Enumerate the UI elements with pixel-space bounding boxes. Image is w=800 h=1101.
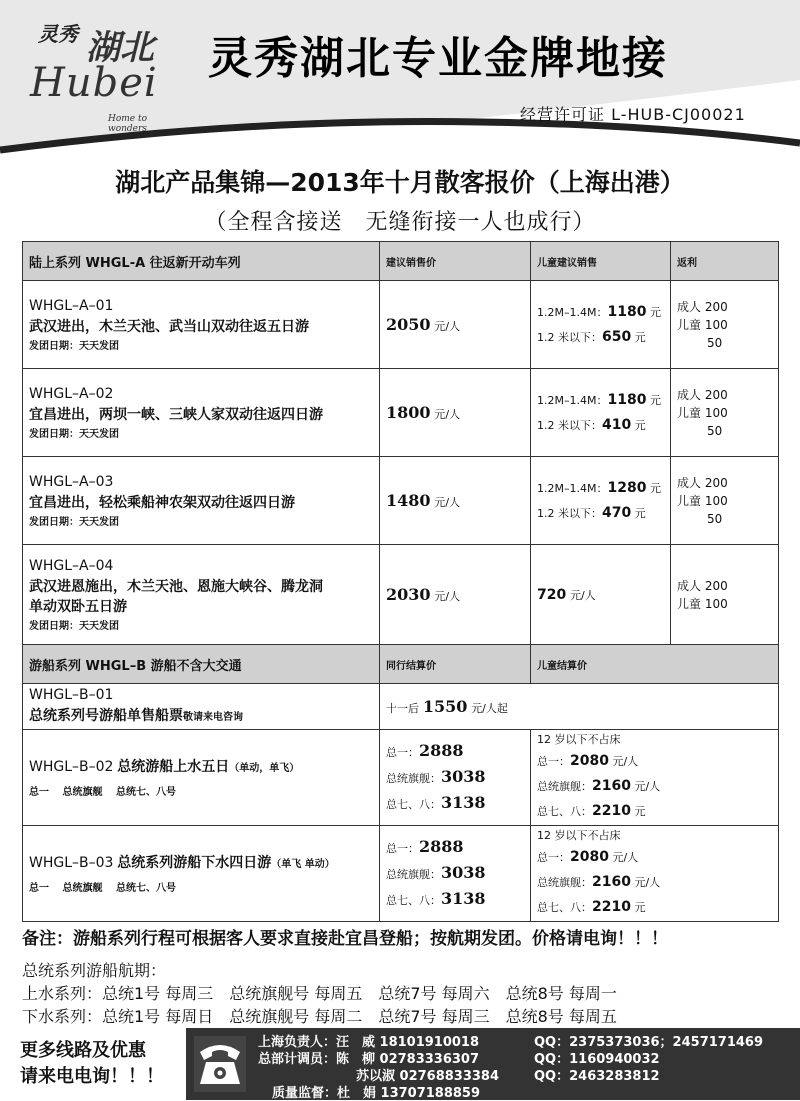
child-label: 1.2M–1.4M：	[537, 305, 608, 319]
child-price: 1180	[607, 303, 647, 320]
rebate-adult: 成人 200	[677, 578, 728, 593]
child-label: 1.2 米以下：	[537, 330, 602, 344]
logo-script-text: Hubei	[30, 60, 158, 106]
route-code: WHGL–B–03	[29, 855, 114, 871]
ship-label: 总七、八：	[386, 797, 441, 811]
peer-price: 1550	[422, 697, 468, 716]
route-name: 宜昌进出，轻松乘船神农架双动往返四日游	[29, 494, 295, 511]
adult-price: 1480	[386, 491, 431, 510]
child-note: 12 岁以下不占床	[537, 733, 621, 746]
child-unit: 元	[649, 393, 661, 407]
price-list-title: 湖北产品集锦—2013年十月散客报价（上海出港）	[115, 168, 685, 197]
route-tag: （单飞 单动）	[271, 859, 335, 870]
rebate-child: 儿童 100	[677, 405, 728, 420]
child-price: 2160	[592, 874, 631, 890]
ship-label: 总一：	[537, 755, 570, 768]
ship-label: 总七、八：	[386, 893, 441, 907]
route-name: 总统系列号游船单售船票	[29, 708, 183, 724]
contact-quality: 质量监督：杜 娟 13707188859	[272, 1086, 481, 1101]
route-name: 武汉进恩施出，木兰天池、恩施大峡谷、腾龙洞	[29, 578, 323, 595]
route-code: WHGL–A–01	[29, 297, 114, 314]
child-unit: 元/人	[634, 780, 661, 793]
ship-label: 总统旗舰：	[386, 867, 441, 881]
departure-date: 发团日期：天天发团	[29, 340, 119, 352]
rebate-adult: 成人 200	[677, 387, 728, 402]
table-row	[23, 826, 779, 922]
route-tag: （单动，单飞）	[229, 763, 300, 774]
ship-label: 总七、八：	[537, 805, 592, 818]
contact-hq: 总部计调员：陈 柳 02783336307	[258, 1052, 480, 1067]
ship-label: 总统旗舰：	[537, 876, 592, 889]
logo-big-text: 湖北	[86, 28, 154, 68]
rebate-child: 儿童 100	[677, 596, 728, 611]
child-price: 2210	[592, 803, 631, 819]
child-price: 650	[602, 328, 632, 345]
route-name: 宜昌进出，两坝一峡、三峡人家双动往返四日游	[29, 406, 323, 423]
adult-price: 2050	[386, 315, 431, 334]
child-unit: 元	[634, 330, 646, 344]
call-text: 请来电电询！！！	[20, 1066, 164, 1087]
route-name: 总统系列游船下水四日游	[117, 855, 272, 871]
peer-price: 3038	[441, 766, 486, 786]
adult-price: 1800	[386, 403, 431, 422]
col-header-rebate: 返利	[671, 242, 779, 281]
price-unit: 元/人	[434, 496, 461, 509]
rebate-other: 50	[707, 335, 723, 350]
price-list-subtitle: （全程含接送 无缝衔接一人也成行）	[204, 210, 596, 235]
child-price: 2210	[592, 899, 631, 915]
main-title: 灵秀湖北专业金牌地接	[208, 33, 668, 84]
col-header-peer-price: 同行结算价	[380, 645, 531, 684]
rebate-other: 50	[707, 423, 723, 438]
child-unit: 元/人	[612, 851, 639, 864]
ship-label: 总一：	[386, 745, 419, 759]
route-name-cont: 单动双卧五日游	[29, 598, 127, 615]
table-row	[23, 730, 779, 826]
child-price: 720	[537, 586, 567, 603]
price-unit: 元/人	[434, 408, 461, 421]
ship-label: 总一：	[386, 841, 419, 855]
more-routes-text: 更多线路及优惠	[20, 1040, 146, 1061]
schedule-title: 总统系列游船航期：	[22, 961, 167, 980]
contact-footer	[0, 1028, 800, 1100]
rebate-adult: 成人 200	[677, 475, 728, 490]
ship-list: 总一 总统旗舰 总统七、八号	[29, 883, 176, 894]
cruise-series-header	[23, 645, 779, 684]
land-series-header	[23, 242, 779, 281]
peer-price: 2888	[419, 740, 464, 760]
departure-date: 发团日期：天天发团	[29, 516, 119, 528]
rebate-adult: 成人 200	[677, 299, 728, 314]
ship-list: 总一 总统旗舰 总统七、八号	[29, 787, 176, 798]
child-price: 470	[602, 504, 632, 521]
peer-price: 2888	[419, 836, 464, 856]
ship-label: 总统旗舰：	[386, 771, 441, 785]
schedule-upstream: 上水系列：总统1号 每周三 总统旗舰号 每周五 总统7号 每周六 总统8号 每周一	[22, 984, 617, 1003]
child-unit: 元/人	[612, 755, 639, 768]
table-row	[23, 684, 779, 730]
ship-label: 总一：	[537, 851, 570, 864]
land-series-title: 陆上系列 WHGL-A 往返新开动车列	[23, 242, 380, 281]
telephone-icon	[194, 1036, 246, 1092]
child-label: 1.2M–1.4M：	[537, 481, 608, 495]
route-code: WHGL–A–03	[29, 473, 114, 490]
child-price: 2080	[570, 753, 609, 769]
child-price: 410	[602, 416, 632, 433]
table-row	[23, 369, 779, 457]
header-banner	[0, 0, 800, 160]
route-suffix: 敬请来电咨询	[183, 712, 243, 723]
child-note: 12 岁以下不占床	[537, 829, 621, 842]
table-row	[23, 281, 779, 369]
child-unit: 元	[634, 805, 646, 818]
contact-shanghai: 上海负责人：汪 威 18101910018	[258, 1035, 480, 1050]
logo-small-text: 灵秀	[38, 22, 78, 46]
child-unit: 元/人	[634, 876, 661, 889]
rebate-child: 儿童 100	[677, 317, 728, 332]
peer-price: 3138	[441, 888, 486, 908]
contact-qq-1: QQ：2375373036；2457171469	[534, 1035, 764, 1050]
remark: 备注：游船系列行程可根据客人要求直接赴宜昌登船；按航期发团。价格请电询！！！	[22, 929, 668, 949]
child-unit: 元	[634, 901, 646, 914]
rebate-other: 50	[707, 511, 723, 526]
route-code: WHGL–B–01	[29, 687, 114, 703]
price-prefix: 十一后	[386, 702, 419, 715]
table-row	[23, 457, 779, 545]
price-unit: 元/人	[434, 590, 461, 603]
departure-date: 发团日期：天天发团	[29, 428, 119, 440]
child-price: 2160	[592, 778, 631, 794]
route-name: 总统游船上水五日	[117, 759, 230, 775]
route-code: WHGL–A–02	[29, 385, 114, 402]
adult-price: 2030	[386, 585, 431, 604]
route-name: 武汉进出，木兰天池、武当山双动往返五日游	[29, 318, 309, 335]
price-unit: 元/人	[434, 320, 461, 333]
logo	[8, 8, 188, 134]
route-code: WHGL–B–02	[29, 759, 114, 775]
license-number: 经营许可证 L-HUB-CJ00021	[520, 105, 746, 124]
child-unit: 元/人	[570, 588, 596, 602]
child-unit: 元	[634, 506, 646, 520]
child-unit: 元	[634, 418, 646, 432]
price-table	[22, 241, 779, 922]
cruise-series-title: 游船系列 WHGL–B 游船不含大交通	[23, 645, 380, 684]
contact-hq-2: 苏以淑 02768833384	[356, 1069, 500, 1084]
col-header-child: 儿童建议销售	[531, 242, 671, 281]
contact-qq-3: QQ：2463283812	[534, 1069, 660, 1084]
price-suffix: 元/人起	[471, 702, 508, 715]
child-unit: 元	[649, 481, 661, 495]
child-price: 1180	[607, 391, 647, 408]
peer-price: 3138	[441, 792, 486, 812]
contact-qq-2: QQ：1160940032	[534, 1052, 660, 1067]
more-info-box	[0, 1028, 186, 1100]
child-unit: 元	[649, 305, 661, 319]
child-price: 2080	[570, 849, 609, 865]
schedule-downstream: 下水系列：总统1号 每周日 总统旗舰号 每周二 总统7号 每周三 总统8号 每周五	[22, 1007, 617, 1026]
ship-label: 总统旗舰：	[537, 780, 592, 793]
ship-label: 总七、八：	[537, 901, 592, 914]
col-header-child-price: 儿童结算价	[531, 645, 779, 684]
table-row	[23, 545, 779, 645]
route-code: WHGL–A–04	[29, 557, 114, 574]
peer-price: 3038	[441, 862, 486, 882]
child-label: 1.2 米以下：	[537, 506, 602, 520]
child-price: 1280	[607, 479, 647, 496]
departure-date: 发团日期：天天发团	[29, 620, 119, 632]
logo-slogan: Home to wonders	[108, 114, 148, 134]
col-header-price: 建议销售价	[380, 242, 531, 281]
child-label: 1.2M–1.4M：	[537, 393, 608, 407]
rebate-child: 儿童 100	[677, 493, 728, 508]
child-label: 1.2 米以下：	[537, 418, 602, 432]
